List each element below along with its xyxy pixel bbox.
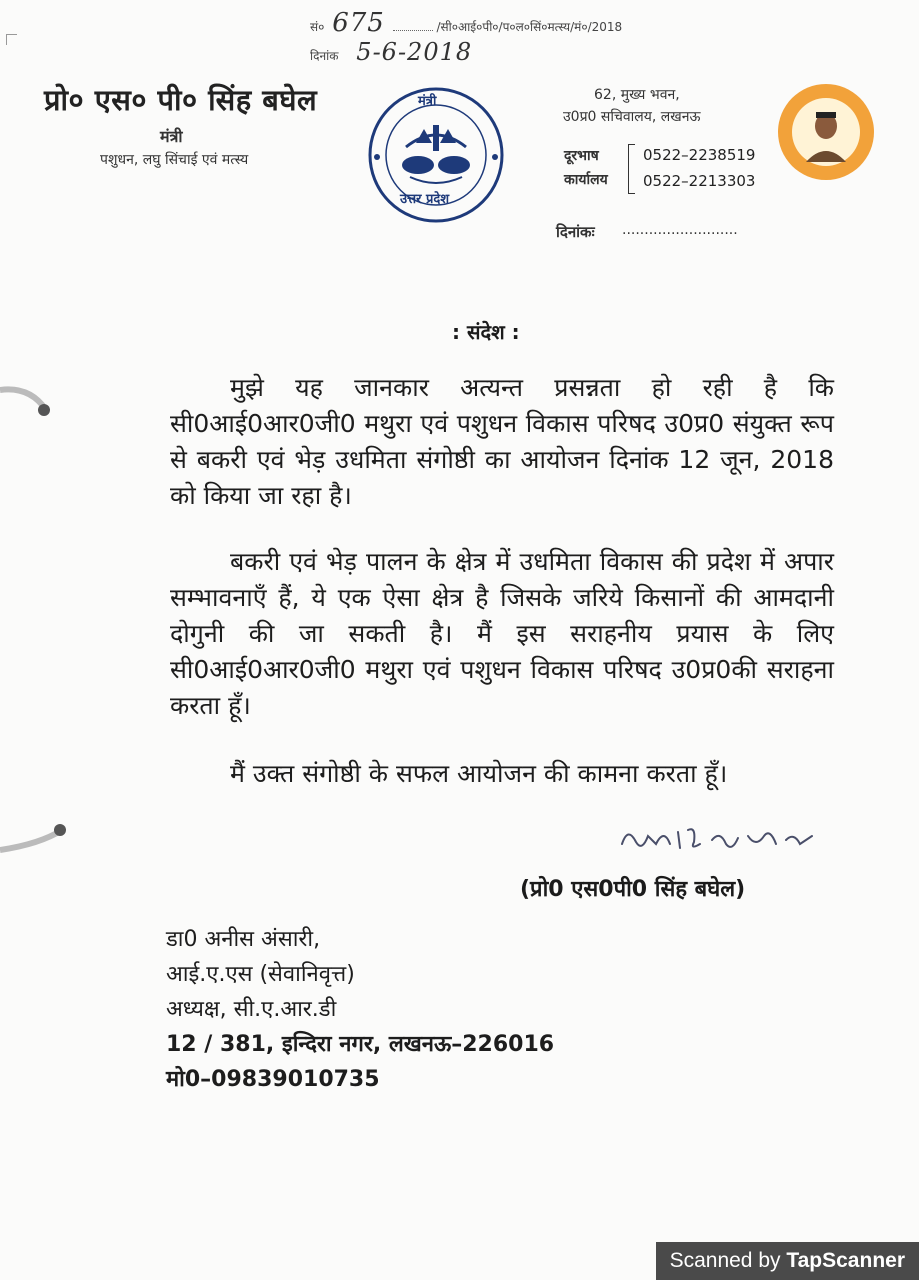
reference-date-line [310,38,472,66]
date-blank: .......................... [622,222,738,238]
minister-name-heading: प्रो० एस० पी० सिंह बघेल [44,83,318,117]
watermark-brand: TapScanner [786,1249,905,1272]
reference-date-prefix: दिनांक [310,49,339,63]
phone-bracket [628,144,635,194]
handwritten-signature [616,814,826,864]
message-paragraph-2-text: बकरी एवं भेड़ पालन के क्षेत्र में उधमिता विकास की प्रदेश में अपार सम्भावनाएँ हैं, ये एक ऐसा क्षेत्र है जिसके जरिये किसानों की आमदानी दोगुनी की जा सकती है। मैं इस सराहनीय प्रयास के लिए सी0आई0आर0जी0 मथुरा एवं पशुधन विकास परिषद उ0प्र0की सराहना करता हूँ। [170,547,834,720]
recipient-credentials: आई.ए.एस (सेवानिवृत्त) [166,962,355,987]
recipient-designation: अध्यक्ष, सी.ए.आर.डी [166,997,337,1022]
phone-number-1: 0522–2238519 [643,146,756,164]
signature-image [616,814,826,864]
handwritten-reference-number: 675 [332,8,385,38]
signatory-name: (प्रो0 एस0पी0 सिंह बघेल) [520,877,746,902]
recipient-street-address: 12 / 381, इन्दिरा नगर, लखनऊ–226016 [166,1032,555,1057]
phone-number-2: 0522–2213303 [643,172,756,190]
watermark-prefix: Scanned by [669,1249,787,1272]
portrait-icon [776,82,876,182]
message-paragraph-1 [170,370,834,514]
date-label: दिनांकः [556,223,595,241]
recipient-name: डा0 अनीस अंसारी, [166,927,321,952]
message-paragraph-3 [170,756,834,792]
scanner-watermark [656,1242,919,1280]
message-paragraph-1-text: मुझे यह जानकार अत्यन्त प्रसन्नता हो रही है कि सी0आई0आर0जी0 मथुरा एवं पशुधन विकास परिषद उ0प्र0 संयुक्त रूप से बकरी एवं भेड़ उधमिता संगोष्ठी का आयोजन दिनांक 12 जून, 2018 को किया जा रहा है। [170,373,834,510]
message-paragraph-3-text: मैं उक्त संगोष्ठी के सफल आयोजन की कामना करता हूँ। [230,759,728,788]
minister-designation: मंत्री [160,127,183,146]
reference-number-suffix: /सी०आई०पी०/प०ल०सिं०मत्स्य/मं०/2018 [436,20,623,34]
office-address-line1: 62, मुख्य भवन, [594,87,680,103]
centenary-portrait-badge [776,82,876,182]
corner-mark [6,34,17,45]
emblem-bottom-text: उत्तर प्रदेश [400,192,450,207]
office-address-line2: उ0प्र0 सचिवालय, लखनऊ [563,109,701,125]
minister-department: पशुधन, लघु सिंचाई एवं मत्स्य [100,152,249,168]
recipient-address [166,922,554,1097]
message-heading: : संदेश : [452,320,520,344]
message-paragraph-2 [170,544,834,724]
office-label: कार्यालय [564,172,608,188]
recipient-mobile: मो0–09839010735 [166,1067,380,1092]
binder-ring-bottom [0,800,70,860]
binder-ring-top [0,380,50,420]
phone-label: दूरभाष [564,148,599,164]
emblem-top-text: मंत्री [418,94,437,109]
up-emblem [360,85,512,225]
reference-number-prefix: सं० [310,20,325,34]
reference-number-line [310,8,622,38]
handwritten-reference-date: 5-6-2018 [356,38,473,66]
